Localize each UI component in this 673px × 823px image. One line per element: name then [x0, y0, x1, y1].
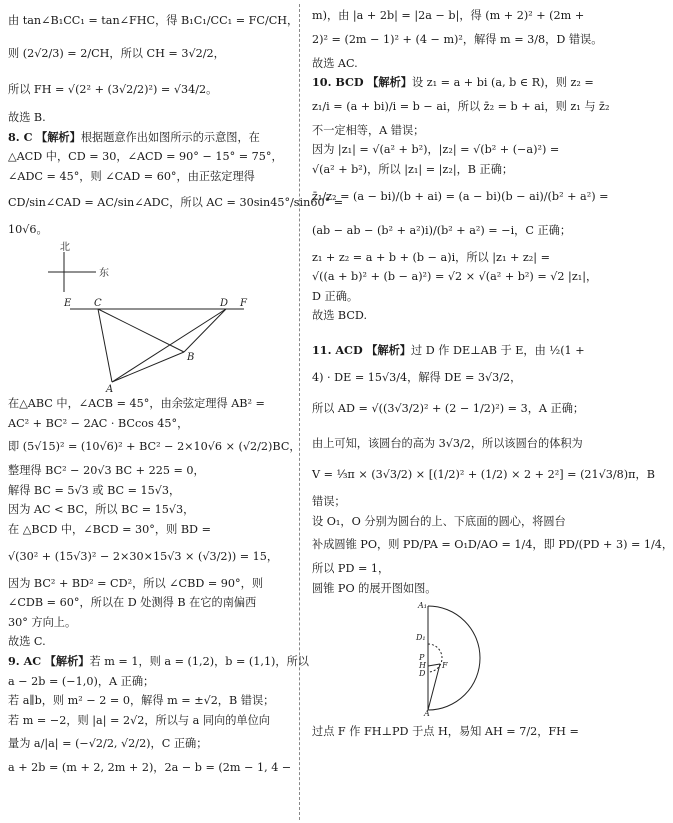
- label-A: A: [106, 383, 114, 395]
- text-line: 若 m = −2，则 |a| = 2√2，所以与 a 同向的单位向: [8, 713, 270, 727]
- text-line: 过 D 作 DE⊥AB 于 E，由 ½(1 +: [410, 343, 585, 357]
- text-line: 因为 BC² + BD² = CD²，所以 ∠CBD = 90°，则: [8, 576, 264, 590]
- figure-q11: [312, 600, 594, 719]
- label-east: 东: [99, 267, 109, 279]
- analysis-tag: 【解析】: [44, 653, 90, 668]
- text-line: 设 O₁，O 分别为圆台的上、下底面的圆心，将圆台: [312, 514, 566, 528]
- label-F: F: [240, 297, 247, 309]
- text-line: CD/sin∠CAD = AC/sin∠ADC，所以 AC = 30sin45°/sin60° =: [8, 196, 344, 210]
- cone-development-diagram: [312, 600, 594, 719]
- text-line: 解得 BC = 5√3 或 BC = 15√3，: [8, 483, 181, 497]
- text-line: 故选 C.: [8, 635, 46, 649]
- label-F: F: [442, 661, 448, 671]
- text-line: √((a + b)² + (b − a)²) = √2 × √(a² + b²) = √2 |z₁|，: [312, 270, 598, 284]
- question-number: 8. C: [8, 129, 33, 144]
- text-line: 故选 AC.: [312, 56, 358, 70]
- text-line: ∠CDB = 60°，所以在 D 处测得 B 在它的南偏西: [8, 596, 257, 610]
- text-line: z̄₁/z₂ = (a − bi)/(b + ai) = (a − bi)(b − ai)/(b² + a²) =: [312, 189, 609, 203]
- label-C: C: [94, 297, 102, 309]
- text-line: V = ⅓π × (3√3/2) × [(1/2)² + (1/2) × 2 + 2²] = (21√3/8)π，B: [312, 467, 655, 481]
- label-E: E: [64, 297, 72, 309]
- analysis-tag: 【解析】: [366, 342, 411, 357]
- text-line: △ACD 中，CD = 30，∠ACD = 90° − 15° = 75°，: [8, 150, 283, 164]
- text-line: ∠ADC = 45°，则 ∠CAD = 60°，由正弦定理得: [8, 169, 255, 183]
- question-10-header: [312, 73, 594, 93]
- text-line: 设 z₁ = a + bi (a, b ∈ R)，则 z₂ =: [411, 76, 594, 90]
- question-8-header: [8, 128, 290, 148]
- geometry-diagram: [8, 241, 290, 395]
- question-11-header: [312, 336, 594, 364]
- text-line: 因为 |z₁| = √(a² + b²)，|z₂| = √(b² + (−a)²) =: [312, 143, 560, 157]
- text-line: AC² + BC² − 2AC · BCcos 45°，: [8, 416, 189, 430]
- text-line: 错误；: [312, 494, 346, 508]
- right-column: [312, 6, 673, 746]
- label-D: D: [419, 669, 426, 679]
- text-line: 因为 AC < BC，所以 BC = 15√3，: [8, 503, 195, 517]
- text-line: m)，由 |a + 2b| = |2a − b|，得 (m + 2)² + (2m +: [312, 9, 585, 22]
- text-line: √(30² + (15√3)² − 2×30×15√3 × (√3/2)) = 15，: [8, 549, 279, 563]
- analysis-tag: 【解析】: [367, 75, 412, 90]
- text-line: 故选 B.: [8, 111, 46, 124]
- figure-q8: [8, 241, 290, 395]
- text-line: 在△ABC 中，∠ACB = 45°，由余弦定理得 AB² =: [8, 396, 265, 410]
- text-line: 所以 PD = 1，: [312, 562, 390, 576]
- text-line: z₁/i = (a + bi)/i = b − ai，所以 z̄₂ = b + ai，则 z₁ 与 z̄₂: [312, 99, 610, 113]
- text-line: a − 2b = (−1,0)，A 正确；: [8, 674, 155, 688]
- text-line: √(a² + b²)，所以 |z₁| = |z₂|，B 正确；: [312, 162, 514, 176]
- question-9-header: [8, 652, 309, 672]
- text-line: 由上可知，该圆台的高为 3√3/2，所以该圆台的体积为: [312, 436, 583, 450]
- text-line: D 正确。: [312, 289, 359, 303]
- question-number: 11. ACD: [312, 342, 363, 357]
- text-line: 若 a∥b，则 m² − 2 = 0，解得 m = ±√2，B 错误；: [8, 694, 275, 708]
- text-line: 则 (2√2/3) = 2/CH，所以 CH = 3√2/2，: [8, 47, 225, 60]
- text-line: 过点 F 作 FH⊥PD 于点 H，易知 AH = 7/2，FH =: [312, 725, 579, 739]
- text-line: 根据题意作出如图所示的示意图，在: [80, 130, 260, 144]
- label-D: D: [220, 297, 229, 309]
- text-line: 若 m = 1，则 a = (1,2)，b = (1,1)，所以: [89, 654, 309, 668]
- text-line: 在 △BCD 中，∠BCD = 30°，则 BD =: [8, 522, 211, 536]
- label-A1: A₁: [418, 601, 427, 611]
- column-divider: [299, 4, 300, 820]
- label-P: P: [419, 653, 425, 663]
- question-number: 9. AC: [8, 653, 42, 668]
- text-line: 圆锥 PO 的展开图如图。: [312, 581, 437, 595]
- text-line: 所以 AD = √((3√3/2)² + (2 − 1/2)²) = 3，A 正确；: [312, 401, 585, 415]
- text-line: z₁ + z₂ = a + b + (b − a)i，所以 |z₁ + z₂| =: [312, 250, 550, 264]
- text-line: 故选 BCD.: [312, 309, 368, 323]
- text-line: 由 tan∠B₁CC₁ = tan∠FHC，得 B₁C₁/CC₁ = FC/CH，: [8, 14, 299, 27]
- text-line: 所以 FH = √(2² + (3√2/2)²) = √34/2。: [8, 83, 218, 96]
- analysis-tag: 【解析】: [36, 129, 81, 144]
- text-line: 即 (5√15)² = (10√6)² + BC² − 2×10√6 × (√2/2)BC，: [8, 440, 301, 454]
- label-north: 北: [60, 241, 70, 253]
- label-A: A: [424, 709, 430, 719]
- label-B: B: [187, 351, 195, 363]
- text-line: a + 2b = (m + 2, 2m + 2)，2a − b = (2m − 1, 4 −: [8, 761, 292, 775]
- question-number: 10. BCD: [312, 75, 364, 90]
- label-D1: D₁: [416, 633, 426, 643]
- text-line: (ab − ab − (b² + a²)i)/(b² + a²) = −i，C 正确；: [312, 223, 572, 237]
- text-line: 不一定相等，A 错误；: [312, 123, 425, 137]
- text-line: 2)² = (2m − 1)² + (4 − m)²，解得 m = 3/8，D 错误。: [312, 32, 603, 46]
- text-line: 4) · DE = 15√3/4，解得 DE = 3√3/2，: [312, 370, 522, 384]
- label-H: H: [419, 661, 426, 671]
- text-line: 补成圆锥 PO，则 PD/PA = O₁D/AO = 1/4，即 PD/(PD + 3) = 1/4，: [312, 538, 673, 552]
- text-line: 30° 方向上。: [8, 615, 77, 629]
- text-line: 10√6。: [8, 223, 48, 237]
- text-line: 整理得 BC² − 20√3 BC + 225 = 0，: [8, 464, 205, 478]
- text-line: 量为 a/|a| = (−√2/2, √2/2)，C 正确；: [8, 737, 208, 751]
